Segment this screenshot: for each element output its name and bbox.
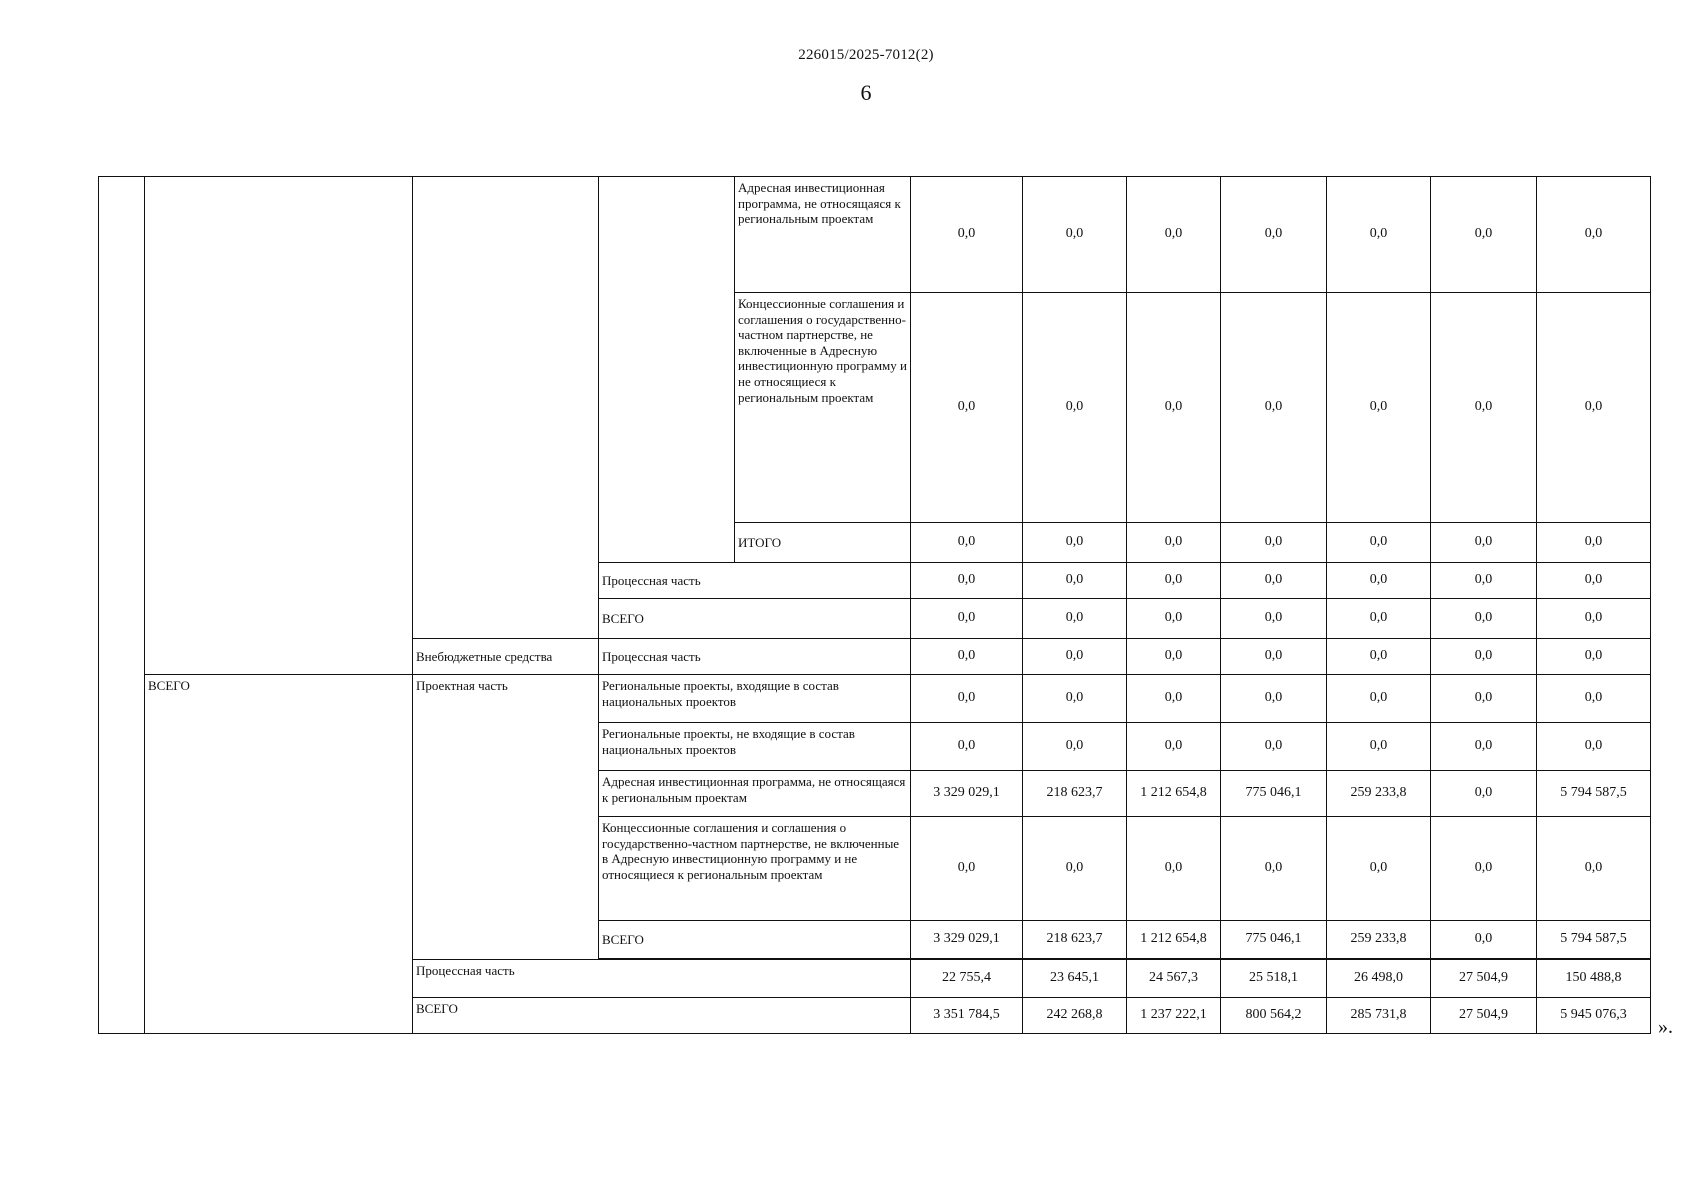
- value-cell: 0,0: [1023, 675, 1127, 723]
- value-cell: 0,0: [1127, 639, 1221, 675]
- value-cell: 0,0: [1537, 523, 1651, 563]
- value-cell: 3 329 029,1: [911, 771, 1023, 817]
- page-number: 6: [860, 80, 872, 105]
- value-cell: 0,0: [1327, 293, 1431, 523]
- value-cell: 0,0: [1221, 563, 1327, 599]
- value-cell: 0,0: [1023, 523, 1127, 563]
- value-cell: 0,0: [1221, 523, 1327, 563]
- value-cell: 25 518,1: [1221, 960, 1327, 998]
- value-cell: 0,0: [911, 639, 1023, 675]
- value-cell: 0,0: [1221, 293, 1327, 523]
- value-cell: 0,0: [1431, 723, 1537, 771]
- value-cell: 800 564,2: [1221, 998, 1327, 1034]
- value-cell: 0,0: [1431, 523, 1537, 563]
- value-cell: 150 488,8: [1537, 960, 1651, 998]
- value-cell: 0,0: [1327, 817, 1431, 921]
- value-cell: 1 212 654,8: [1127, 921, 1221, 959]
- value-cell: 285 731,8: [1327, 998, 1431, 1034]
- value-cell: 0,0: [1537, 675, 1651, 723]
- value-cell: 0,0: [911, 817, 1023, 921]
- document-number: 226015/2025-7012(2): [798, 47, 934, 63]
- value-cell: 0,0: [1431, 563, 1537, 599]
- row-label: Внебюджетные средства: [413, 639, 599, 675]
- value-cell: 26 498,0: [1327, 960, 1431, 998]
- row-label: Процессная часть: [599, 639, 911, 675]
- value-cell: 0,0: [1327, 675, 1431, 723]
- value-cell: 5 794 587,5: [1537, 771, 1651, 817]
- value-cell: 259 233,8: [1327, 771, 1431, 817]
- value-cell: 0,0: [1431, 599, 1537, 639]
- value-cell: 1 212 654,8: [1127, 771, 1221, 817]
- value-cell: 775 046,1: [1221, 921, 1327, 959]
- budget-table: [98, 176, 1651, 1034]
- value-cell: 0,0: [1221, 177, 1327, 293]
- value-cell: 0,0: [1537, 293, 1651, 523]
- value-cell: 0,0: [1221, 639, 1327, 675]
- value-cell: 1 237 222,1: [1127, 998, 1221, 1034]
- value-cell: 259 233,8: [1327, 921, 1431, 959]
- value-cell: 0,0: [1023, 563, 1127, 599]
- value-cell: 27 504,9: [1431, 998, 1537, 1034]
- value-cell: 218 623,7: [1023, 771, 1127, 817]
- value-cell: 0,0: [1023, 177, 1127, 293]
- value-cell: 0,0: [1431, 639, 1537, 675]
- value-cell: 0,0: [1127, 563, 1221, 599]
- value-cell: 27 504,9: [1431, 960, 1537, 998]
- value-cell: 0,0: [911, 293, 1023, 523]
- value-cell: 0,0: [1127, 293, 1221, 523]
- value-cell: 0,0: [911, 177, 1023, 293]
- row-label: Процессная часть: [599, 563, 911, 599]
- value-cell: 0,0: [911, 723, 1023, 771]
- value-cell: 3 351 784,5: [911, 998, 1023, 1034]
- value-cell: 22 755,4: [911, 960, 1023, 998]
- value-cell: 0,0: [1537, 177, 1651, 293]
- value-cell: 0,0: [1537, 639, 1651, 675]
- value-cell: 0,0: [1537, 817, 1651, 921]
- value-cell: 0,0: [1431, 921, 1537, 959]
- value-cell: 0,0: [1537, 599, 1651, 639]
- row-label: Региональные проекты, не входящие в состав национальных проектов: [599, 723, 911, 771]
- value-cell: 242 268,8: [1023, 998, 1127, 1034]
- value-cell: 0,0: [911, 599, 1023, 639]
- project-part-label: Проектная часть: [413, 675, 599, 960]
- row-label: Адресная инвестиционная программа, не относящаяся к региональным проектам: [599, 771, 911, 817]
- empty-column-cell: [99, 177, 145, 1034]
- value-cell: 0,0: [1431, 177, 1537, 293]
- value-cell: 0,0: [1221, 817, 1327, 921]
- row-label: ВСЕГО: [599, 599, 911, 639]
- value-cell: 0,0: [1127, 675, 1221, 723]
- value-cell: 0,0: [1327, 723, 1431, 771]
- value-cell: 0,0: [1221, 599, 1327, 639]
- value-cell: 0,0: [1023, 639, 1127, 675]
- value-cell: 23 645,1: [1023, 960, 1127, 998]
- value-cell: 0,0: [1127, 817, 1221, 921]
- row-label: Концессионные соглашения и соглашения о государственно-частном партнерстве, не включенные в Адресную инвестиционную программу и не относящиеся к региональным проектам: [735, 293, 911, 523]
- empty-cell: [413, 177, 599, 639]
- value-cell: 0,0: [1127, 599, 1221, 639]
- value-cell: 0,0: [1327, 523, 1431, 563]
- row-label: ВСЕГО: [599, 921, 911, 959]
- value-cell: 5 945 076,3: [1537, 998, 1651, 1034]
- value-cell: 0,0: [1431, 675, 1537, 723]
- closing-quote-mark: ».: [1658, 1016, 1673, 1038]
- value-cell: 0,0: [1327, 563, 1431, 599]
- value-cell: 0,0: [1023, 293, 1127, 523]
- row-label: Концессионные соглашения и соглашения о государственно-частном партнерстве, не включенные в Адресную инвестиционную программу и не относящиеся к региональным проектам: [599, 817, 911, 921]
- value-cell: 0,0: [1023, 599, 1127, 639]
- total-section-label: ВСЕГО: [145, 675, 413, 1034]
- value-cell: 0,0: [1537, 563, 1651, 599]
- value-cell: 0,0: [1023, 817, 1127, 921]
- value-cell: 3 329 029,1: [911, 921, 1023, 959]
- value-cell: 24 567,3: [1127, 960, 1221, 998]
- value-cell: 0,0: [1023, 723, 1127, 771]
- value-cell: 218 623,7: [1023, 921, 1127, 959]
- value-cell: 0,0: [1127, 177, 1221, 293]
- row-label: ВСЕГО: [413, 998, 911, 1034]
- value-cell: 0,0: [1127, 723, 1221, 771]
- value-cell: 0,0: [1431, 817, 1537, 921]
- value-cell: 5 794 587,5: [1537, 921, 1651, 959]
- value-cell: 0,0: [1327, 639, 1431, 675]
- table-row: [99, 177, 1651, 293]
- table-row: [99, 675, 1651, 723]
- value-cell: 0,0: [1327, 177, 1431, 293]
- value-cell: 775 046,1: [1221, 771, 1327, 817]
- value-cell: 0,0: [1537, 723, 1651, 771]
- empty-cell: [145, 177, 413, 675]
- value-cell: 0,0: [911, 523, 1023, 563]
- value-cell: 0,0: [1431, 771, 1537, 817]
- row-label: Адресная инвестиционная программа, не относящаяся к региональным проектам: [735, 177, 911, 293]
- value-cell: 0,0: [1327, 599, 1431, 639]
- value-cell: 0,0: [911, 675, 1023, 723]
- value-cell: 0,0: [1221, 675, 1327, 723]
- value-cell: 0,0: [1127, 523, 1221, 563]
- empty-cell: [599, 177, 735, 563]
- row-label: ИТОГО: [735, 523, 911, 563]
- value-cell: 0,0: [911, 563, 1023, 599]
- value-cell: 0,0: [1221, 723, 1327, 771]
- row-label: Процессная часть: [413, 960, 911, 998]
- row-label: Региональные проекты, входящие в состав национальных проектов: [599, 675, 911, 723]
- value-cell: 0,0: [1431, 293, 1537, 523]
